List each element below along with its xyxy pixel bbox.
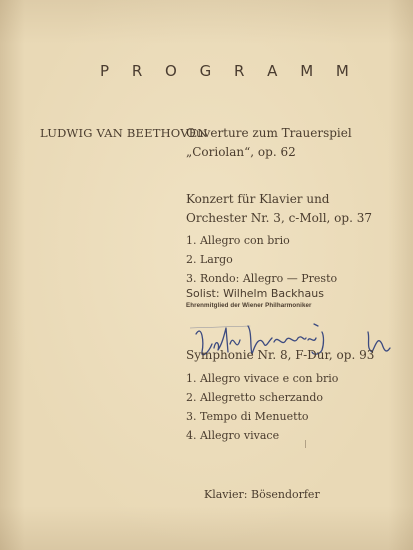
work-3-movement-2: 2. Allegretto scherzando: [186, 391, 324, 404]
program-heading: P R O G R A M M: [100, 62, 358, 80]
work-3-movement-4: 4. Allegro vivace: [186, 429, 280, 442]
work-2-movement-2: 2. Largo: [186, 253, 233, 266]
soloist-honorary-note: Ehrenmitglied der Wiener Philharmoniker: [186, 302, 312, 309]
work-1-title-line-1: Ouverture zum Trauerspiel: [186, 126, 352, 140]
work-3-movement-1: 1. Allegro vivace e con brio: [186, 372, 339, 385]
work-2-title-line-1: Konzert für Klavier und: [186, 192, 330, 206]
work-1-title-line-2: „Coriolan“, op. 62: [186, 145, 296, 159]
handwritten-signature: [190, 314, 410, 374]
work-3-title: Symphonie Nr. 8, F-Dur, op. 93: [186, 348, 375, 362]
piano-credit: Klavier: Bösendorfer: [204, 488, 320, 501]
work-2-movement-3: 3. Rondo: Allegro — Presto: [186, 272, 338, 285]
composer-name: LUDWIG VAN BEETHOVEN: [40, 126, 208, 140]
soloist-line: Solist: Wilhelm Backhaus: [186, 287, 324, 300]
paper-mark: [305, 440, 306, 448]
work-3-movement-3: 3. Tempo di Menuetto: [186, 410, 309, 423]
work-2-title-line-2: Orchester Nr. 3, c-Moll, op. 37: [186, 211, 372, 225]
work-2-movement-1: 1. Allegro con brio: [186, 234, 290, 247]
